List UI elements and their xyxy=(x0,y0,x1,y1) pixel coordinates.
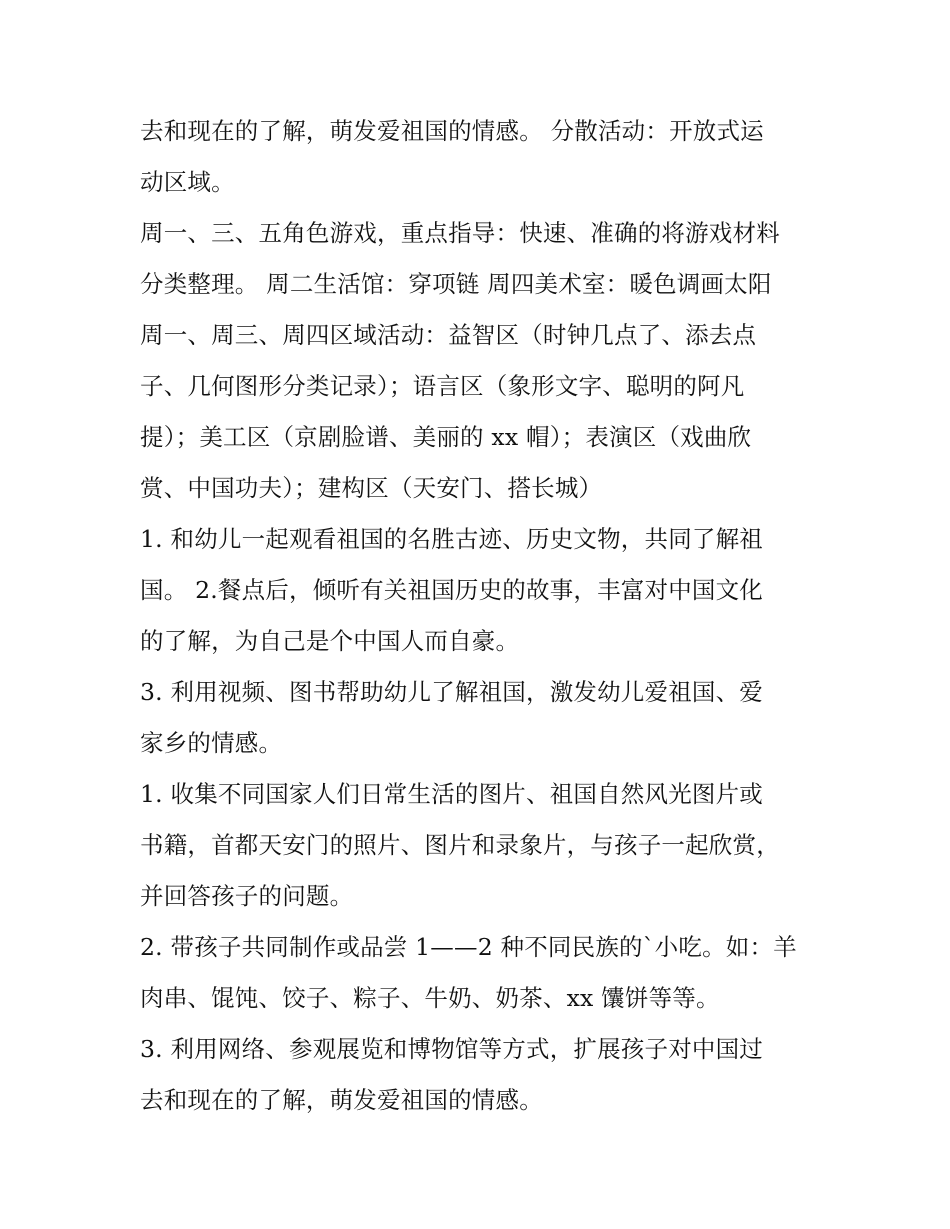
text-line: 3. 利用视频、图书帮助幼儿了解祖国，激发幼儿爱祖国、爱 xyxy=(140,678,763,706)
text-line: 动区域。 xyxy=(140,168,235,196)
text-line: 家乡的情感。 xyxy=(140,729,283,757)
text-line: 1. 收集不同国家人们日常生活的图片、祖国自然风光图片或 xyxy=(140,780,763,808)
text-line: 肉串、馄饨、饺子、粽子、牛奶、奶茶、xx 馕饼等等。 xyxy=(140,984,720,1012)
document-body xyxy=(140,106,820,1126)
text-line: 提）；美工区（京剧脸谱、美丽的 xx 帽）；表演区（戏曲欣 xyxy=(140,423,752,451)
text-line: 赏、中国功夫）；建构区（天安门、搭长城） xyxy=(140,474,603,502)
text-line: 去和现在的了解，萌发爱祖国的情感。 分散活动：开放式运 xyxy=(140,117,764,145)
text-line: 1. 和幼儿一起观看祖国的名胜古迹、历史文物，共同了解祖 xyxy=(140,525,763,553)
text-line: 2. 带孩子共同制作或品尝 1——2 种不同民族的`小吃。如：羊 xyxy=(140,933,797,961)
text-line: 国。 2.餐点后，倾听有关祖国历史的故事，丰富对中国文化 xyxy=(140,576,763,604)
text-line: 子、几何图形分类记录）；语言区（象形文字、聪明的阿凡 xyxy=(140,372,745,400)
text-line: 周一、周三、周四区域活动：益智区（时钟几点了、添去点 xyxy=(140,321,757,349)
text-line: 书籍，首都天安门的照片、图片和录象片，与孩子一起欣赏， xyxy=(140,831,780,859)
text-line: 并回答孩子的问题。 xyxy=(140,882,354,910)
text-line: 的了解，为自己是个中国人而自豪。 xyxy=(140,627,520,655)
text-line: 3. 利用网络、参观展览和博物馆等方式，扩展孩子对中国过 xyxy=(140,1035,763,1063)
text-line: 分类整理。 周二生活馆：穿项链 周四美术室：暖色调画太阳 xyxy=(140,270,772,298)
text-line: 周一、三、五角色游戏，重点指导：快速、准确的将游戏材料 xyxy=(140,219,780,247)
text-line: 去和现在的了解，萌发爱祖国的情感。 xyxy=(140,1086,543,1114)
